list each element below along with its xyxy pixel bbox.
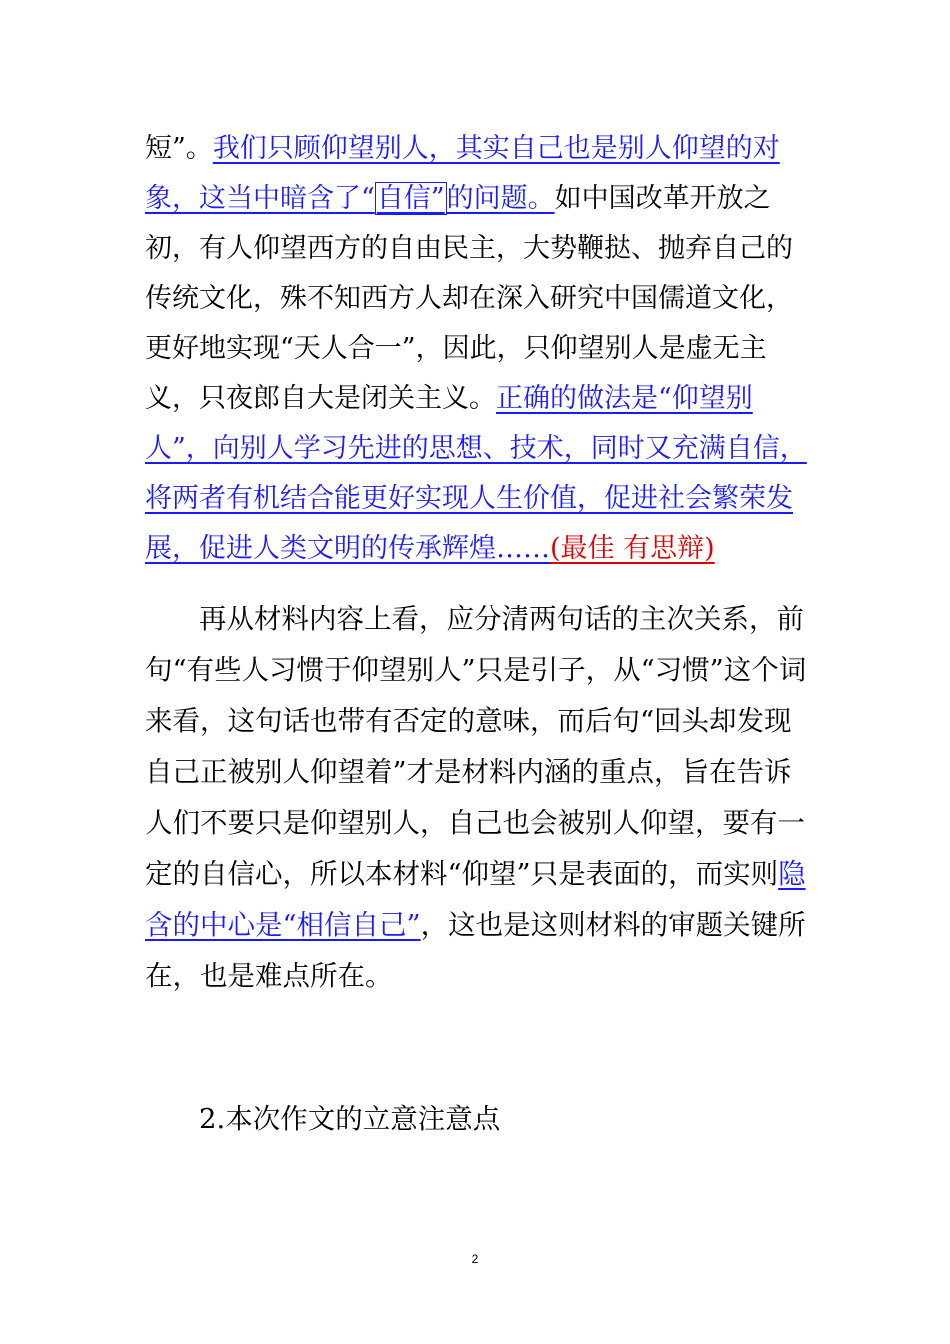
annotated-text-core-theme: 隐含的中心是“相信自己” [145,858,806,941]
page-number: 2 [471,1252,479,1266]
annotated-text-self-confidence: 我们只顾仰望别人，其实自己也是别人仰望的对象，这当中暗含了“ [145,133,780,214]
annotation-comment-best: (最佳 有思辩) [550,533,715,564]
paragraph-2-text-end: ，这也是这则材料的审题关键所在，也是难点所在。 [145,909,806,992]
paragraph-2-text-start: 再从材料内容上看，应分清两句话的主次关系，前句“有些人习惯于仰望别人”只是引子，从“习惯”这个词来看，这句话也带有否定的意味，而后句“回头却发现自己正被别人仰望着”才是材料内涵的重点，旨在告诉人们不要只是仰望别人，自己也会被别人仰望，要有一定的自信心，所以本材料“仰望”只是表面的，而实则 [145,603,807,890]
section-heading: 2.本次作文的立意注意点 [199,1103,501,1135]
boxed-keyword-self-confidence: 自信” [376,183,445,214]
paragraph-1-example-text: 如中国改革开放之初，有人仰望西方的自由民主，大势鞭挞、抛弃自己的传统文化，殊不知西方人却在深入研究中国儒道文化，更好地实现“天人合一”，因此，只仰望别人是虚无主义，只夜郎自大是闭关主义。 [145,183,793,414]
analysis-paragraph-2 [145,594,810,1002]
analysis-paragraph-1 [145,124,810,574]
annotated-text-problem: 的问题。 [446,183,555,214]
paragraph-1-text-start: 短”。 [145,133,213,164]
annotated-text-correct-approach: 正确的做法是“仰望别人”，向别人学习先进的思想、技术，同时又充满自信，将两者有机结合能更好实现人生价值，促进社会繁荣发展，促进人类文明的传承辉煌…… [145,383,807,564]
